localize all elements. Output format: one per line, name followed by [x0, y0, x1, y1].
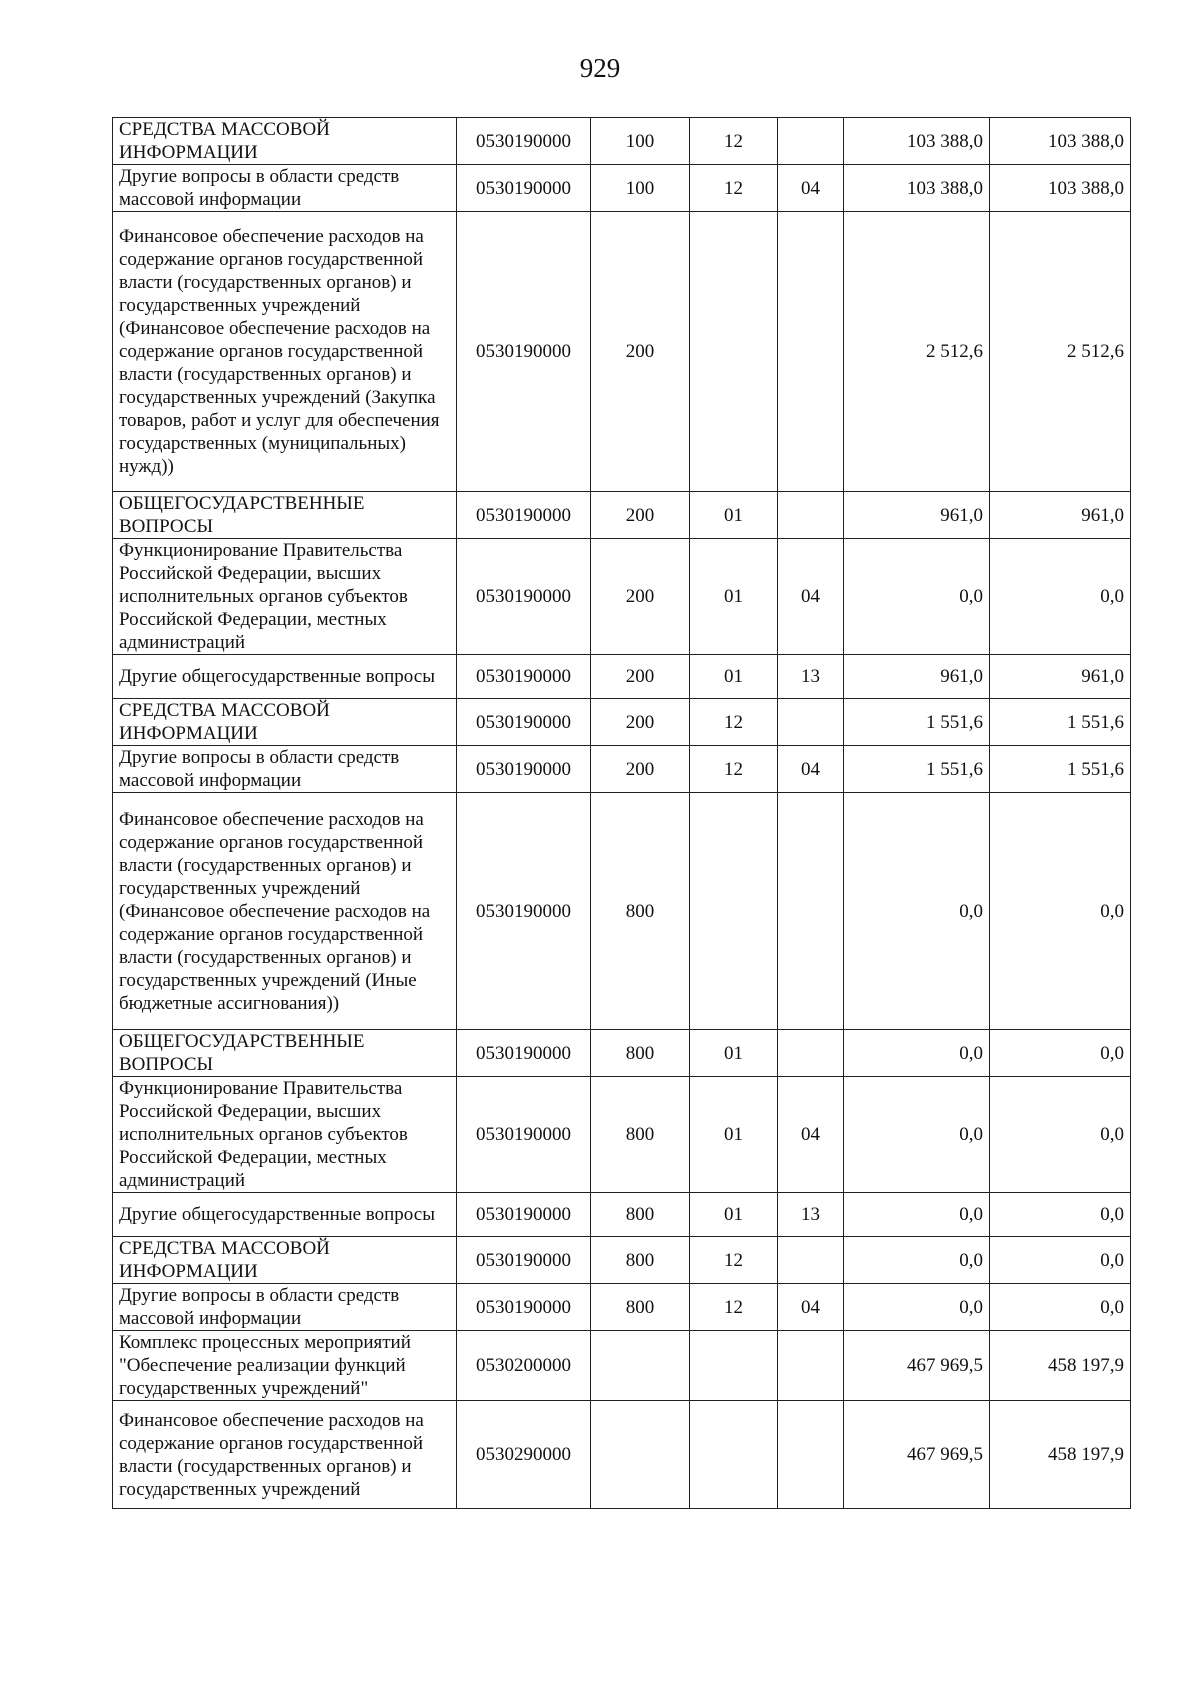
subsection-code: 04 [778, 539, 844, 655]
subsection-code [778, 1030, 844, 1077]
amount-year-2: 0,0 [990, 793, 1131, 1030]
amount-year-1: 467 969,5 [844, 1331, 990, 1401]
table-row [113, 1193, 1131, 1237]
amount-year-2: 961,0 [990, 655, 1131, 699]
table-row [113, 1237, 1131, 1284]
target-article-code: 0530190000 [457, 746, 591, 793]
subsection-code: 04 [778, 1077, 844, 1193]
expense-type-code: 200 [591, 539, 690, 655]
amount-year-2: 0,0 [990, 1284, 1131, 1331]
amount-year-2: 458 197,9 [990, 1401, 1131, 1509]
table-row [113, 492, 1131, 539]
table-row [113, 118, 1131, 165]
row-name: Другие вопросы в области средств массовой информации [113, 746, 457, 793]
target-article-code: 0530190000 [457, 793, 591, 1030]
row-name: Другие вопросы в области средств массовой информации [113, 165, 457, 212]
target-article-code: 0530290000 [457, 1401, 591, 1509]
section-code [690, 212, 778, 492]
expense-type-code: 200 [591, 699, 690, 746]
row-name: СРЕДСТВА МАССОВОЙ ИНФОРМАЦИИ [113, 699, 457, 746]
table-row [113, 212, 1131, 492]
section-code: 12 [690, 1237, 778, 1284]
expense-type-code: 100 [591, 165, 690, 212]
row-name: Финансовое обеспечение расходов на содержание органов государственной власти (государственных органов) и государственных учреждений (Финансовое обеспечение расходов на содержание органов государственной власти (государственных органов) и государственных учреждений (Закупка товаров, работ и услуг для обеспечения государственных (муниципальных) нужд)) [113, 212, 457, 492]
expense-type-code: 100 [591, 118, 690, 165]
section-code: 01 [690, 492, 778, 539]
amount-year-1: 467 969,5 [844, 1401, 990, 1509]
table-row [113, 1030, 1131, 1077]
row-name: Финансовое обеспечение расходов на содержание органов государственной власти (государственных органов) и государственных учреждений (Финансовое обеспечение расходов на содержание органов государственной власти (государственных органов) и государственных учреждений (Иные бюджетные ассигнования)) [113, 793, 457, 1030]
amount-year-1: 0,0 [844, 1193, 990, 1237]
target-article-code: 0530200000 [457, 1331, 591, 1401]
expense-type-code: 200 [591, 655, 690, 699]
amount-year-2: 0,0 [990, 1237, 1131, 1284]
subsection-code [778, 118, 844, 165]
subsection-code: 13 [778, 1193, 844, 1237]
amount-year-2: 0,0 [990, 539, 1131, 655]
target-article-code: 0530190000 [457, 655, 591, 699]
amount-year-2: 0,0 [990, 1193, 1131, 1237]
section-code: 01 [690, 1077, 778, 1193]
amount-year-1: 961,0 [844, 655, 990, 699]
section-code: 12 [690, 699, 778, 746]
amount-year-1: 103 388,0 [844, 165, 990, 212]
table-row [113, 539, 1131, 655]
expense-type-code: 800 [591, 1284, 690, 1331]
subsection-code: 13 [778, 655, 844, 699]
target-article-code: 0530190000 [457, 165, 591, 212]
table-row [113, 165, 1131, 212]
row-name: Функционирование Правительства Российской Федерации, высших исполнительных органов субъектов Российской Федерации, местных администраций [113, 1077, 457, 1193]
amount-year-1: 0,0 [844, 1030, 990, 1077]
subsection-code [778, 212, 844, 492]
expense-type-code: 200 [591, 492, 690, 539]
section-code: 12 [690, 1284, 778, 1331]
table-row [113, 1077, 1131, 1193]
row-name: Другие вопросы в области средств массовой информации [113, 1284, 457, 1331]
section-code [690, 1401, 778, 1509]
target-article-code: 0530190000 [457, 1030, 591, 1077]
expense-type-code: 200 [591, 746, 690, 793]
amount-year-2: 2 512,6 [990, 212, 1131, 492]
amount-year-1: 2 512,6 [844, 212, 990, 492]
subsection-code [778, 699, 844, 746]
subsection-code: 04 [778, 1284, 844, 1331]
section-code: 01 [690, 1193, 778, 1237]
subsection-code [778, 1401, 844, 1509]
table-row [113, 1284, 1131, 1331]
expense-type-code [591, 1331, 690, 1401]
table-row [113, 1331, 1131, 1401]
row-name: Комплекс процессных мероприятий "Обеспечение реализации функций государственных учреждений" [113, 1331, 457, 1401]
subsection-code [778, 1237, 844, 1284]
amount-year-1: 103 388,0 [844, 118, 990, 165]
section-code: 12 [690, 165, 778, 212]
amount-year-1: 0,0 [844, 539, 990, 655]
expense-type-code: 800 [591, 1030, 690, 1077]
amount-year-1: 0,0 [844, 793, 990, 1030]
table-row [113, 746, 1131, 793]
amount-year-2: 961,0 [990, 492, 1131, 539]
subsection-code [778, 492, 844, 539]
expense-type-code: 800 [591, 1237, 690, 1284]
target-article-code: 0530190000 [457, 539, 591, 655]
table-row [113, 699, 1131, 746]
amount-year-2: 1 551,6 [990, 746, 1131, 793]
subsection-code: 04 [778, 746, 844, 793]
expense-type-code: 800 [591, 1077, 690, 1193]
amount-year-1: 0,0 [844, 1077, 990, 1193]
amount-year-2: 103 388,0 [990, 118, 1131, 165]
target-article-code: 0530190000 [457, 118, 591, 165]
subsection-code: 04 [778, 165, 844, 212]
table-row [113, 793, 1131, 1030]
expense-type-code: 200 [591, 212, 690, 492]
amount-year-2: 0,0 [990, 1077, 1131, 1193]
row-name: Финансовое обеспечение расходов на содержание органов государственной власти (государственных органов) и государственных учреждений [113, 1401, 457, 1509]
row-name: Другие общегосударственные вопросы [113, 1193, 457, 1237]
row-name: СРЕДСТВА МАССОВОЙ ИНФОРМАЦИИ [113, 118, 457, 165]
amount-year-2: 0,0 [990, 1030, 1131, 1077]
expense-type-code: 800 [591, 1193, 690, 1237]
target-article-code: 0530190000 [457, 1193, 591, 1237]
section-code [690, 1331, 778, 1401]
target-article-code: 0530190000 [457, 492, 591, 539]
expense-type-code [591, 1401, 690, 1509]
amount-year-1: 1 551,6 [844, 746, 990, 793]
amount-year-1: 961,0 [844, 492, 990, 539]
target-article-code: 0530190000 [457, 699, 591, 746]
page-number: 929 [579, 53, 621, 83]
amount-year-2: 458 197,9 [990, 1331, 1131, 1401]
amount-year-1: 1 551,6 [844, 699, 990, 746]
table-row [113, 655, 1131, 699]
row-name: ОБЩЕГОСУДАРСТВЕННЫЕ ВОПРОСЫ [113, 1030, 457, 1077]
table-row [113, 1401, 1131, 1509]
amount-year-1: 0,0 [844, 1237, 990, 1284]
target-article-code: 0530190000 [457, 1237, 591, 1284]
target-article-code: 0530190000 [457, 212, 591, 492]
section-code: 01 [690, 655, 778, 699]
section-code: 01 [690, 1030, 778, 1077]
section-code: 01 [690, 539, 778, 655]
row-name: СРЕДСТВА МАССОВОЙ ИНФОРМАЦИИ [113, 1237, 457, 1284]
target-article-code: 0530190000 [457, 1077, 591, 1193]
row-name: ОБЩЕГОСУДАРСТВЕННЫЕ ВОПРОСЫ [113, 492, 457, 539]
subsection-code [778, 1331, 844, 1401]
target-article-code: 0530190000 [457, 1284, 591, 1331]
amount-year-2: 103 388,0 [990, 165, 1131, 212]
section-code [690, 793, 778, 1030]
row-name: Функционирование Правительства Российской Федерации, высших исполнительных органов субъектов Российской Федерации, местных администраций [113, 539, 457, 655]
amount-year-2: 1 551,6 [990, 699, 1131, 746]
section-code: 12 [690, 118, 778, 165]
expense-type-code: 800 [591, 793, 690, 1030]
section-code: 12 [690, 746, 778, 793]
amount-year-1: 0,0 [844, 1284, 990, 1331]
budget-table [112, 117, 1131, 1509]
row-name: Другие общегосударственные вопросы [113, 655, 457, 699]
budget-table-body [113, 118, 1131, 1509]
subsection-code [778, 793, 844, 1030]
